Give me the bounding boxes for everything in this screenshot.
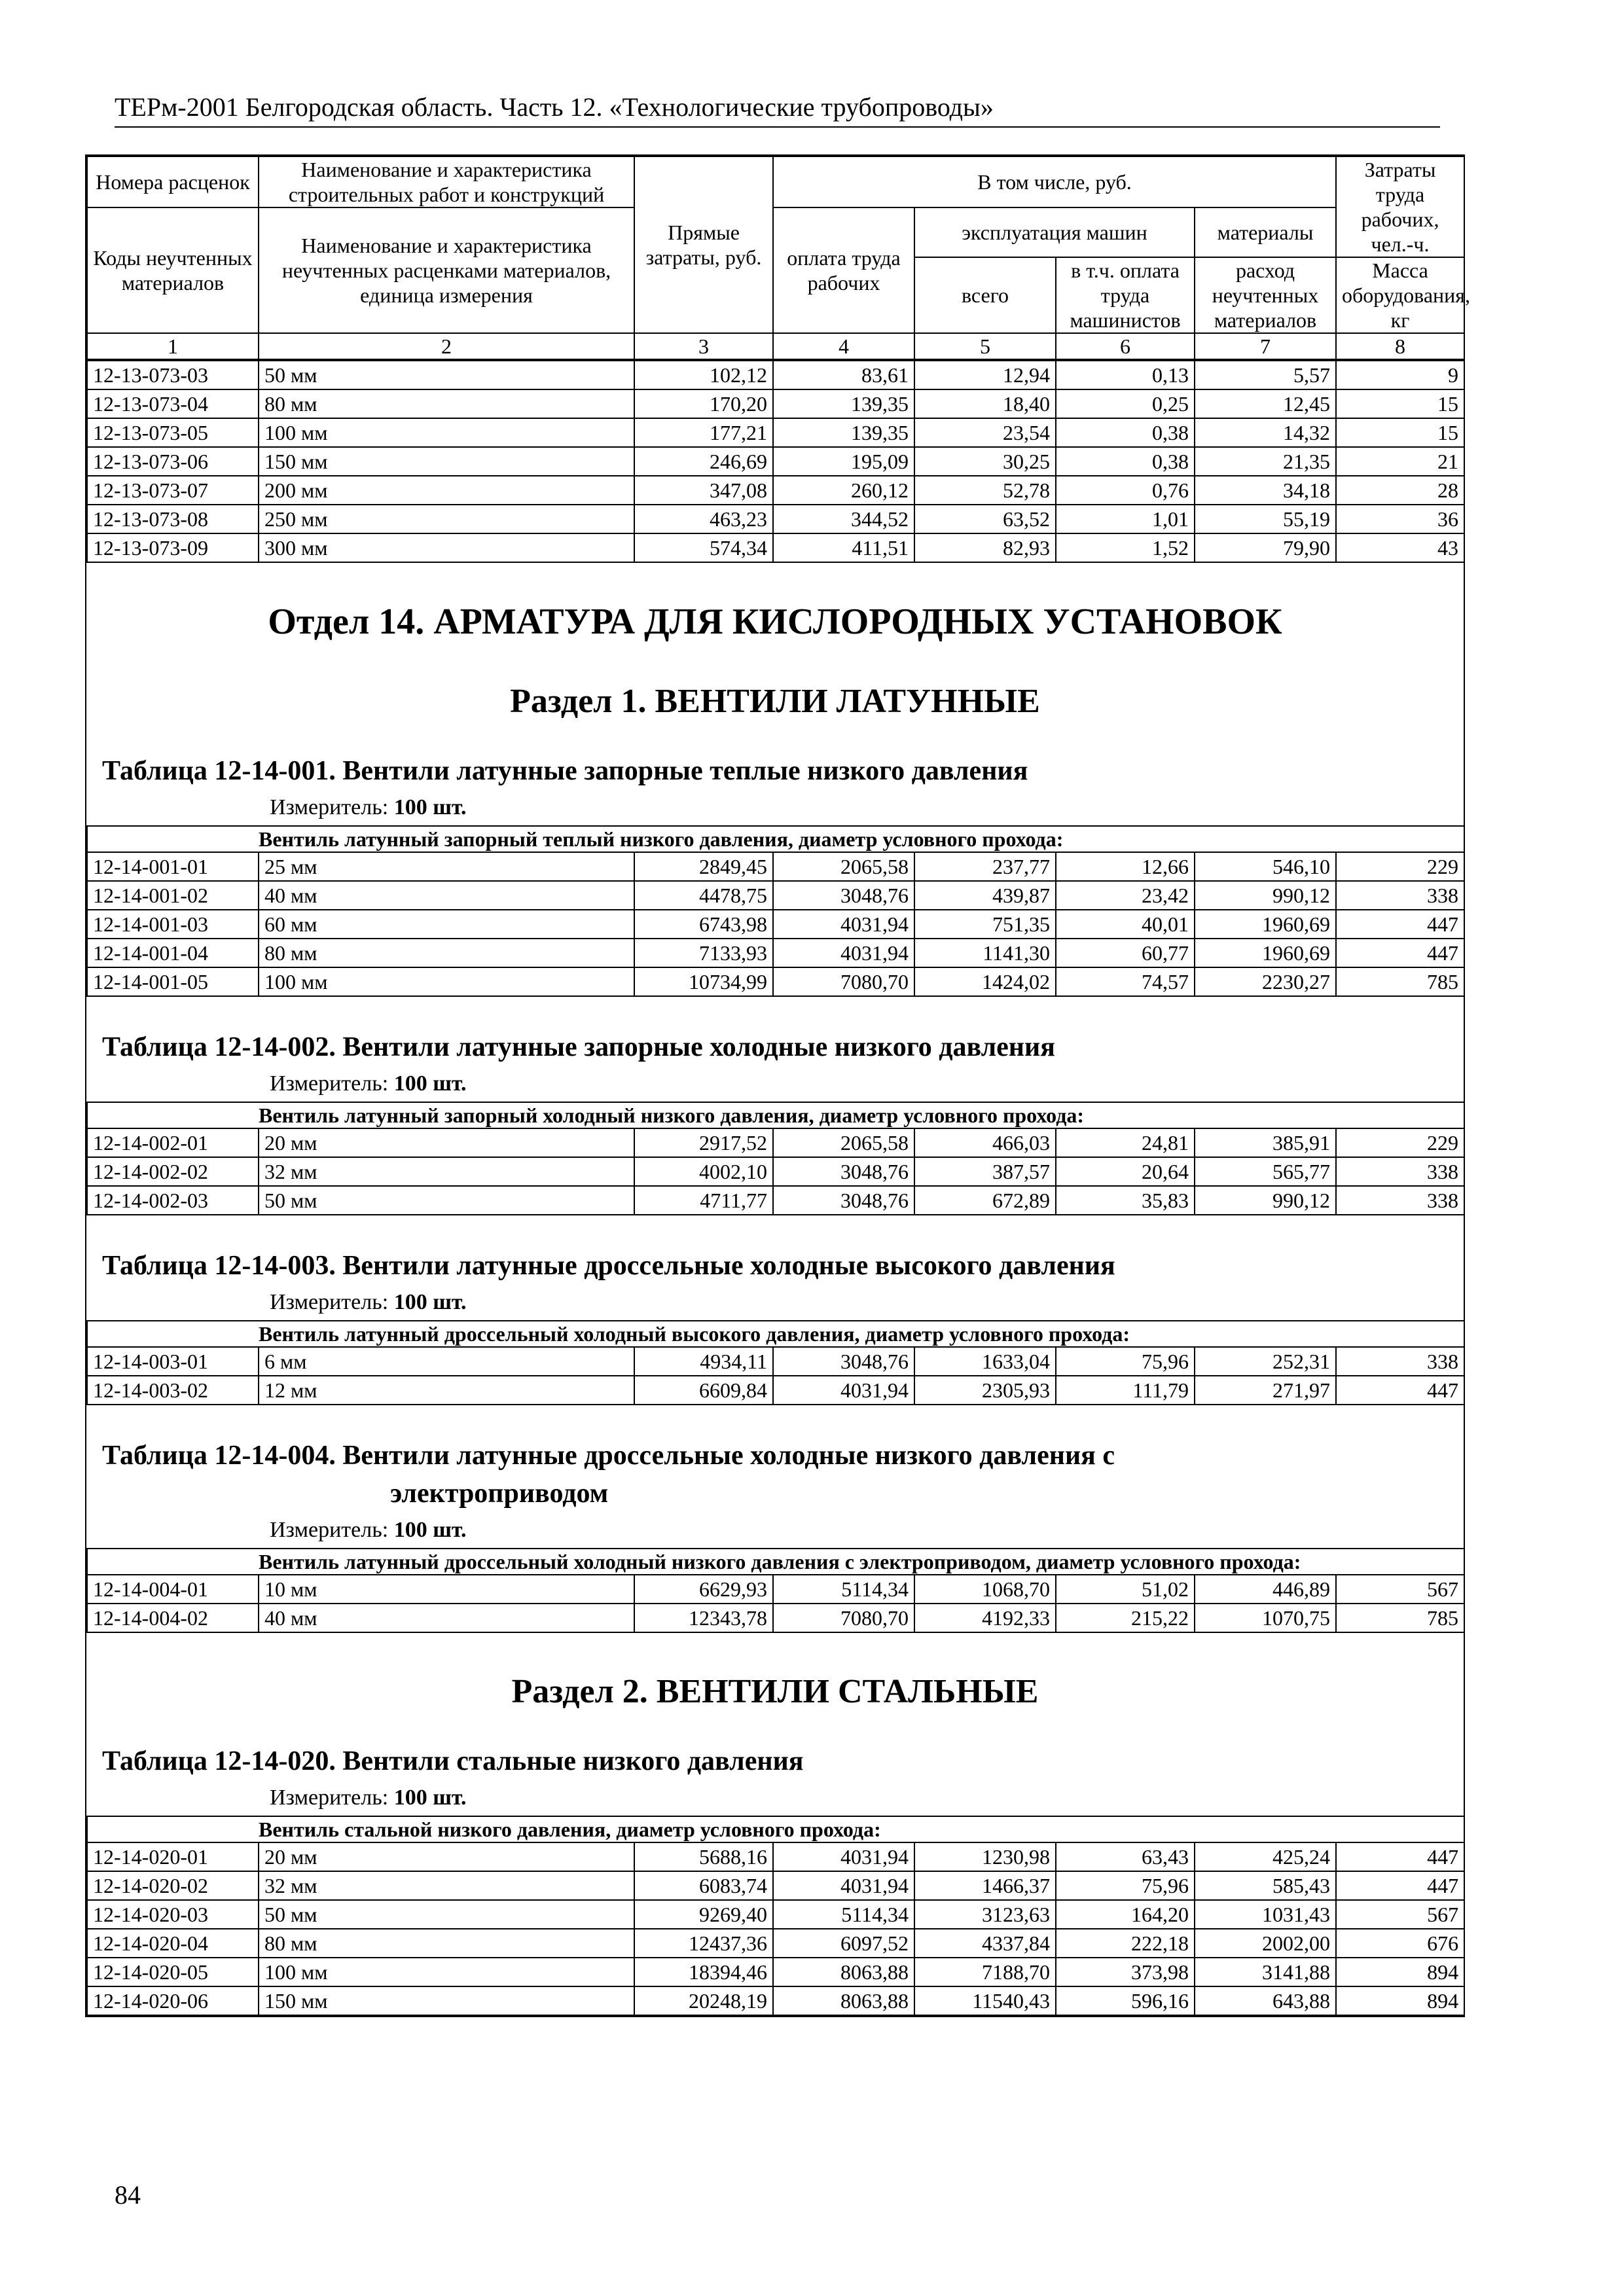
cell-rate-code: 12-14-002-02 <box>87 1157 259 1186</box>
cell-rate-code: 12-13-073-06 <box>87 447 259 476</box>
cell-workers-pay: 3048,76 <box>773 1186 914 1215</box>
cell-materials: 546,10 <box>1195 852 1336 881</box>
cell-operators-pay: 0,25 <box>1056 389 1195 418</box>
cell-diameter: 20 мм <box>259 1128 634 1157</box>
table-12-14-004 <box>86 1548 1465 1633</box>
cell-machines-total: 1424,02 <box>914 967 1056 996</box>
cell-rate-code: 12-14-001-03 <box>87 910 259 939</box>
cell-labor-costs: 894 <box>1336 1986 1464 2015</box>
cell-direct-costs: 4478,75 <box>634 881 773 910</box>
cell-workers-pay: 2065,58 <box>773 852 914 881</box>
table-4-title-line2: электроприводом <box>390 1479 609 1509</box>
cell-rate-code: 12-13-073-08 <box>87 505 259 533</box>
cell-materials: 1960,69 <box>1195 910 1336 939</box>
cell-materials: 34,18 <box>1195 476 1336 505</box>
cell-direct-costs: 9269,40 <box>634 1900 773 1929</box>
cell-diameter: 40 мм <box>259 881 634 910</box>
cell-operators-pay: 596,16 <box>1056 1986 1195 2015</box>
cell-labor-costs: 21 <box>1336 447 1464 476</box>
cell-diameter: 25 мм <box>259 852 634 881</box>
cell-materials: 12,45 <box>1195 389 1336 418</box>
cell-materials: 990,12 <box>1195 881 1336 910</box>
table-row <box>87 418 1464 447</box>
table-row <box>87 361 1464 389</box>
col-number: 6 <box>1056 333 1195 359</box>
cell-materials: 5,57 <box>1195 361 1336 389</box>
cell-materials: 585,43 <box>1195 1871 1336 1900</box>
top-rows-table <box>86 360 1465 563</box>
table-row <box>87 967 1464 996</box>
cell-labor-costs: 229 <box>1336 1128 1464 1157</box>
cell-rate-code: 12-14-020-06 <box>87 1986 259 2015</box>
cell-labor-costs: 447 <box>1336 1842 1464 1871</box>
unit-line: Измеритель: 100 шт. <box>270 1071 467 1096</box>
cell-diameter: 6 мм <box>259 1347 634 1376</box>
cell-direct-costs: 2849,45 <box>634 852 773 881</box>
col-number: 5 <box>914 333 1056 359</box>
cell-labor-costs: 447 <box>1336 1871 1464 1900</box>
table-description-row <box>87 1321 1464 1347</box>
cell-labor-costs: 28 <box>1336 476 1464 505</box>
cell-direct-costs: 4711,77 <box>634 1186 773 1215</box>
table-12-14-020 <box>86 1816 1465 2016</box>
cell-machines-total: 18,40 <box>914 389 1056 418</box>
col-materials: материалы <box>1195 207 1336 257</box>
cell-workers-pay: 83,61 <box>773 361 914 389</box>
running-header: ТЕРм-2001 Белгородская область. Часть 12. «Технологические трубопроводы» <box>115 92 1440 128</box>
cell-workers-pay: 4031,94 <box>773 1871 914 1900</box>
cell-machines-total: 1633,04 <box>914 1347 1056 1376</box>
cell-operators-pay: 75,96 <box>1056 1871 1195 1900</box>
cell-diameter: 300 мм <box>259 533 634 562</box>
cell-workers-pay: 195,09 <box>773 447 914 476</box>
cell-labor-costs: 567 <box>1336 1900 1464 1929</box>
cell-machines-total: 30,25 <box>914 447 1056 476</box>
cell-direct-costs: 246,69 <box>634 447 773 476</box>
cell-direct-costs: 20248,19 <box>634 1986 773 2015</box>
cell-workers-pay: 8063,88 <box>773 1986 914 2015</box>
table-description-row <box>87 1549 1464 1575</box>
cell-diameter: 10 мм <box>259 1575 634 1604</box>
cell-machines-total: 4192,33 <box>914 1604 1056 1632</box>
cell-diameter: 50 мм <box>259 1900 634 1929</box>
cell-workers-pay: 344,52 <box>773 505 914 533</box>
cell-operators-pay: 12,66 <box>1056 852 1195 881</box>
cell-rate-code: 12-14-004-01 <box>87 1575 259 1604</box>
cell-materials: 446,89 <box>1195 1575 1336 1604</box>
table-row <box>87 1958 1464 1986</box>
table-row <box>87 447 1464 476</box>
cell-workers-pay: 5114,34 <box>773 1900 914 1929</box>
cell-machines-total: 1141,30 <box>914 939 1056 967</box>
col-direct-costs: Прямые затраты, руб. <box>634 156 773 333</box>
cell-machines-total: 23,54 <box>914 418 1056 447</box>
cell-labor-costs: 785 <box>1336 1604 1464 1632</box>
cell-workers-pay: 260,12 <box>773 476 914 505</box>
cell-labor-costs: 229 <box>1336 852 1464 881</box>
cell-workers-pay: 7080,70 <box>773 1604 914 1632</box>
cell-diameter: 40 мм <box>259 1604 634 1632</box>
cell-materials: 2230,27 <box>1195 967 1336 996</box>
cell-workers-pay: 411,51 <box>773 533 914 562</box>
cell-labor-costs: 338 <box>1336 881 1464 910</box>
table-1-title: Таблица 12-14-001. Вентили латунные запорные теплые низкого давления <box>102 756 1028 786</box>
cell-operators-pay: 164,20 <box>1056 1900 1195 1929</box>
cell-direct-costs: 6743,98 <box>634 910 773 939</box>
col-equipment-mass: Масса оборудования, кг <box>1336 257 1464 333</box>
table-description: Вентиль стальной низкого давления, диаметр условного прохода: <box>259 1816 1464 1842</box>
unit-line: Измеритель: 100 шт. <box>270 1785 467 1810</box>
table-4-title-line1: Таблица 12-14-004. Вентили латунные дроссельные холодные низкого давления с <box>102 1441 1115 1471</box>
col-machines-total: всего <box>914 257 1056 333</box>
cell-machines-total: 466,03 <box>914 1128 1056 1157</box>
col-operators-pay: в т.ч. оплата труда машинистов <box>1056 257 1195 333</box>
col-number: 4 <box>773 333 914 359</box>
cell-materials: 3141,88 <box>1195 1958 1336 1986</box>
table-description: Вентиль латунный дроссельный холодный низкого давления с электроприводом, диаметр условного прохода: <box>259 1549 1464 1575</box>
cell-operators-pay: 24,81 <box>1056 1128 1195 1157</box>
cell-machines-total: 439,87 <box>914 881 1056 910</box>
cell-materials: 643,88 <box>1195 1986 1336 2015</box>
table-description: Вентиль латунный запорный теплый низкого давления, диаметр условного прохода: <box>259 826 1464 852</box>
cell-machines-total: 237,77 <box>914 852 1056 881</box>
cell-materials: 425,24 <box>1195 1842 1336 1871</box>
cell-operators-pay: 74,57 <box>1056 967 1195 996</box>
cell-direct-costs: 7133,93 <box>634 939 773 967</box>
cell-rate-code: 12-14-002-01 <box>87 1128 259 1157</box>
table-12-14-002 <box>86 1102 1465 1215</box>
table-row <box>87 505 1464 533</box>
main-table-frame <box>85 154 1470 2017</box>
cell-direct-costs: 574,34 <box>634 533 773 562</box>
cell-operators-pay: 373,98 <box>1056 1958 1195 1986</box>
cell-workers-pay: 3048,76 <box>773 1347 914 1376</box>
table-3-title: Таблица 12-14-003. Вентили латунные дроссельные холодные высокого давления <box>102 1251 1115 1281</box>
cell-diameter: 100 мм <box>259 1958 634 1986</box>
cell-operators-pay: 215,22 <box>1056 1604 1195 1632</box>
cell-rate-code: 12-14-001-02 <box>87 881 259 910</box>
cell-direct-costs: 4934,11 <box>634 1347 773 1376</box>
cell-operators-pay: 0,13 <box>1056 361 1195 389</box>
cell-direct-costs: 463,23 <box>634 505 773 533</box>
cell-machines-total: 52,78 <box>914 476 1056 505</box>
cell-direct-costs: 6609,84 <box>634 1376 773 1405</box>
cell-materials: 55,19 <box>1195 505 1336 533</box>
table-description: Вентиль латунный дроссельный холодный высокого давления, диаметр условного прохода: <box>259 1321 1464 1347</box>
empty-cell <box>87 1321 259 1347</box>
col-number: 8 <box>1336 333 1464 359</box>
cell-labor-costs: 15 <box>1336 418 1464 447</box>
cell-direct-costs: 6083,74 <box>634 1871 773 1900</box>
rates-table-head <box>86 156 1470 360</box>
cell-workers-pay: 7080,70 <box>773 967 914 996</box>
cell-direct-costs: 177,21 <box>634 418 773 447</box>
cell-diameter: 50 мм <box>259 361 634 389</box>
col-number: 1 <box>87 333 259 359</box>
cell-machines-total: 3123,63 <box>914 1900 1056 1929</box>
col-material-codes: Коды неучтенных материалов <box>87 207 259 333</box>
cell-operators-pay: 63,43 <box>1056 1842 1195 1871</box>
cell-operators-pay: 111,79 <box>1056 1376 1195 1405</box>
cell-diameter: 80 мм <box>259 1929 634 1958</box>
cell-labor-costs: 894 <box>1336 1958 1464 1986</box>
cell-workers-pay: 2065,58 <box>773 1128 914 1157</box>
cell-labor-costs: 15 <box>1336 389 1464 418</box>
cell-machines-total: 4337,84 <box>914 1929 1056 1958</box>
cell-operators-pay: 1,01 <box>1056 505 1195 533</box>
cell-rate-code: 12-14-001-01 <box>87 852 259 881</box>
cell-rate-code: 12-13-073-09 <box>87 533 259 562</box>
cell-diameter: 150 мм <box>259 1986 634 2015</box>
cell-materials: 14,32 <box>1195 418 1336 447</box>
cell-machines-total: 12,94 <box>914 361 1056 389</box>
cell-workers-pay: 5114,34 <box>773 1575 914 1604</box>
cell-machines-total: 1466,37 <box>914 1871 1056 1900</box>
table-row <box>87 881 1464 910</box>
cell-materials: 252,31 <box>1195 1347 1336 1376</box>
cell-labor-costs: 447 <box>1336 939 1464 967</box>
table-2-title: Таблица 12-14-002. Вентили латунные запорные холодные низкого давления <box>102 1032 1055 1062</box>
table-12-14-003 <box>86 1320 1465 1405</box>
cell-materials: 565,77 <box>1195 1157 1336 1186</box>
cell-rate-code: 12-14-002-03 <box>87 1186 259 1215</box>
unit-line: Измеритель: 100 шт. <box>270 795 467 819</box>
cell-diameter: 32 мм <box>259 1871 634 1900</box>
empty-cell <box>87 1549 259 1575</box>
cell-workers-pay: 139,35 <box>773 389 914 418</box>
col-labor-costs: Затраты труда рабочих, чел.-ч. <box>1336 156 1464 257</box>
cell-machines-total: 2305,93 <box>914 1376 1056 1405</box>
cell-diameter: 50 мм <box>259 1186 634 1215</box>
empty-cell <box>87 1102 259 1128</box>
cell-machines-total: 1068,70 <box>914 1575 1056 1604</box>
cell-diameter: 32 мм <box>259 1157 634 1186</box>
unit-line: Измеритель: 100 шт. <box>270 1518 467 1542</box>
table-row <box>87 1929 1464 1958</box>
cell-operators-pay: 40,01 <box>1056 910 1195 939</box>
table-row <box>87 389 1464 418</box>
table-row <box>87 1128 1464 1157</box>
cell-workers-pay: 8063,88 <box>773 1958 914 1986</box>
cell-labor-costs: 567 <box>1336 1575 1464 1604</box>
cell-materials: 990,12 <box>1195 1186 1336 1215</box>
page-number: 84 <box>115 2180 141 2210</box>
cell-direct-costs: 2917,52 <box>634 1128 773 1157</box>
col-workers-pay: оплата труда рабочих <box>773 207 914 333</box>
column-numbers-row <box>87 333 1464 359</box>
cell-rate-code: 12-14-020-04 <box>87 1929 259 1958</box>
cell-direct-costs: 4002,10 <box>634 1157 773 1186</box>
cell-direct-costs: 170,20 <box>634 389 773 418</box>
cell-rate-code: 12-14-020-05 <box>87 1958 259 1986</box>
cell-direct-costs: 347,08 <box>634 476 773 505</box>
table-row <box>87 533 1464 562</box>
col-group-including: В том числе, руб. <box>773 156 1336 207</box>
table-row <box>87 910 1464 939</box>
cell-workers-pay: 4031,94 <box>773 910 914 939</box>
cell-workers-pay: 3048,76 <box>773 1157 914 1186</box>
col-material-name: Наименование и характеристика неучтенных расценками материалов, единица измерения <box>259 207 634 333</box>
table-row <box>87 1376 1464 1405</box>
cell-operators-pay: 0,38 <box>1056 418 1195 447</box>
cell-diameter: 80 мм <box>259 389 634 418</box>
table-row <box>87 1157 1464 1186</box>
cell-direct-costs: 12437,36 <box>634 1929 773 1958</box>
cell-labor-costs: 447 <box>1336 1376 1464 1405</box>
cell-operators-pay: 0,76 <box>1056 476 1195 505</box>
cell-diameter: 80 мм <box>259 939 634 967</box>
table-row <box>87 852 1464 881</box>
cell-materials: 385,91 <box>1195 1128 1336 1157</box>
table-12-14-001 <box>86 825 1465 997</box>
cell-diameter: 150 мм <box>259 447 634 476</box>
section-otdel-title: Отдел 14. АРМАТУРА ДЛЯ КИСЛОРОДНЫХ УСТАНОВОК <box>268 601 1282 642</box>
cell-diameter: 60 мм <box>259 910 634 939</box>
subsection-1-title: Раздел 1. ВЕНТИЛИ ЛАТУННЫЕ <box>510 683 1040 720</box>
cell-operators-pay: 23,42 <box>1056 881 1195 910</box>
table-description-row <box>87 1816 1464 1842</box>
cell-rate-code: 12-14-003-01 <box>87 1347 259 1376</box>
cell-direct-costs: 12343,78 <box>634 1604 773 1632</box>
empty-cell <box>87 1816 259 1842</box>
cell-labor-costs: 676 <box>1336 1929 1464 1958</box>
cell-workers-pay: 4031,94 <box>773 939 914 967</box>
cell-labor-costs: 785 <box>1336 967 1464 996</box>
col-number: 2 <box>259 333 634 359</box>
col-machines: эксплуатация машин <box>914 207 1195 257</box>
cell-labor-costs: 36 <box>1336 505 1464 533</box>
cell-materials: 1031,43 <box>1195 1900 1336 1929</box>
col-rate-numbers: Номера расценок <box>87 156 259 207</box>
cell-machines-total: 751,35 <box>914 910 1056 939</box>
table-row <box>87 1186 1464 1215</box>
table-description-row <box>87 826 1464 852</box>
cell-workers-pay: 3048,76 <box>773 881 914 910</box>
cell-materials: 271,97 <box>1195 1376 1336 1405</box>
cell-rate-code: 12-14-003-02 <box>87 1376 259 1405</box>
subsection-2-title: Раздел 2. ВЕНТИЛИ СТАЛЬНЫЕ <box>511 1673 1039 1710</box>
empty-cell <box>87 826 259 852</box>
table-row <box>87 476 1464 505</box>
table-row <box>87 1575 1464 1604</box>
cell-operators-pay: 222,18 <box>1056 1929 1195 1958</box>
cell-materials: 1960,69 <box>1195 939 1336 967</box>
cell-rate-code: 12-13-073-05 <box>87 418 259 447</box>
cell-labor-costs: 338 <box>1336 1347 1464 1376</box>
cell-operators-pay: 1,52 <box>1056 533 1195 562</box>
cell-operators-pay: 60,77 <box>1056 939 1195 967</box>
table-4-title <box>102 1437 1464 1513</box>
col-work-name: Наименование и характеристика строительных работ и конструкций <box>259 156 634 207</box>
cell-rate-code: 12-14-001-04 <box>87 939 259 967</box>
cell-materials: 2002,00 <box>1195 1929 1336 1958</box>
cell-diameter: 250 мм <box>259 505 634 533</box>
cell-materials: 79,90 <box>1195 533 1336 562</box>
col-material-consumption: расход неучтенных материалов <box>1195 257 1336 333</box>
cell-workers-pay: 4031,94 <box>773 1376 914 1405</box>
cell-rate-code: 12-13-073-07 <box>87 476 259 505</box>
table-row <box>87 1347 1464 1376</box>
col-number: 7 <box>1195 333 1336 359</box>
col-number: 3 <box>634 333 773 359</box>
cell-rate-code: 12-14-020-03 <box>87 1900 259 1929</box>
cell-diameter: 100 мм <box>259 967 634 996</box>
cell-rate-code: 12-14-020-01 <box>87 1842 259 1871</box>
cell-operators-pay: 75,96 <box>1056 1347 1195 1376</box>
cell-diameter: 12 мм <box>259 1376 634 1405</box>
cell-rate-code: 12-13-073-03 <box>87 361 259 389</box>
table-row <box>87 1604 1464 1632</box>
cell-workers-pay: 139,35 <box>773 418 914 447</box>
cell-operators-pay: 20,64 <box>1056 1157 1195 1186</box>
table-row <box>87 1986 1464 2015</box>
cell-materials: 21,35 <box>1195 447 1336 476</box>
cell-operators-pay: 51,02 <box>1056 1575 1195 1604</box>
cell-machines-total: 82,93 <box>914 533 1056 562</box>
cell-diameter: 20 мм <box>259 1842 634 1871</box>
cell-diameter: 200 мм <box>259 476 634 505</box>
cell-direct-costs: 18394,46 <box>634 1958 773 1986</box>
unit-line: Измеритель: 100 шт. <box>270 1290 467 1314</box>
table-row <box>87 1842 1464 1871</box>
cell-labor-costs: 338 <box>1336 1186 1464 1215</box>
cell-rate-code: 12-14-020-02 <box>87 1871 259 1900</box>
table-row <box>87 939 1464 967</box>
cell-labor-costs: 9 <box>1336 361 1464 389</box>
table-row <box>87 1871 1464 1900</box>
cell-workers-pay: 6097,52 <box>773 1929 914 1958</box>
cell-direct-costs: 102,12 <box>634 361 773 389</box>
cell-diameter: 100 мм <box>259 418 634 447</box>
cell-rate-code: 12-13-073-04 <box>87 389 259 418</box>
cell-machines-total: 7188,70 <box>914 1958 1056 1986</box>
cell-machines-total: 672,89 <box>914 1186 1056 1215</box>
cell-labor-costs: 447 <box>1336 910 1464 939</box>
cell-machines-total: 63,52 <box>914 505 1056 533</box>
table-description-row <box>87 1102 1464 1128</box>
cell-labor-costs: 338 <box>1336 1157 1464 1186</box>
cell-labor-costs: 43 <box>1336 533 1464 562</box>
cell-materials: 1070,75 <box>1195 1604 1336 1632</box>
cell-machines-total: 11540,43 <box>914 1986 1056 2015</box>
cell-direct-costs: 10734,99 <box>634 967 773 996</box>
cell-machines-total: 387,57 <box>914 1157 1056 1186</box>
cell-rate-code: 12-14-001-05 <box>87 967 259 996</box>
cell-workers-pay: 4031,94 <box>773 1842 914 1871</box>
cell-operators-pay: 35,83 <box>1056 1186 1195 1215</box>
table-5-title: Таблица 12-14-020. Вентили стальные низкого давления <box>102 1746 804 1776</box>
table-description: Вентиль латунный запорный холодный низкого давления, диаметр условного прохода: <box>259 1102 1464 1128</box>
cell-direct-costs: 6629,93 <box>634 1575 773 1604</box>
cell-rate-code: 12-14-004-02 <box>87 1604 259 1632</box>
cell-operators-pay: 0,38 <box>1056 447 1195 476</box>
cell-direct-costs: 5688,16 <box>634 1842 773 1871</box>
table-row <box>87 1900 1464 1929</box>
cell-machines-total: 1230,98 <box>914 1842 1056 1871</box>
